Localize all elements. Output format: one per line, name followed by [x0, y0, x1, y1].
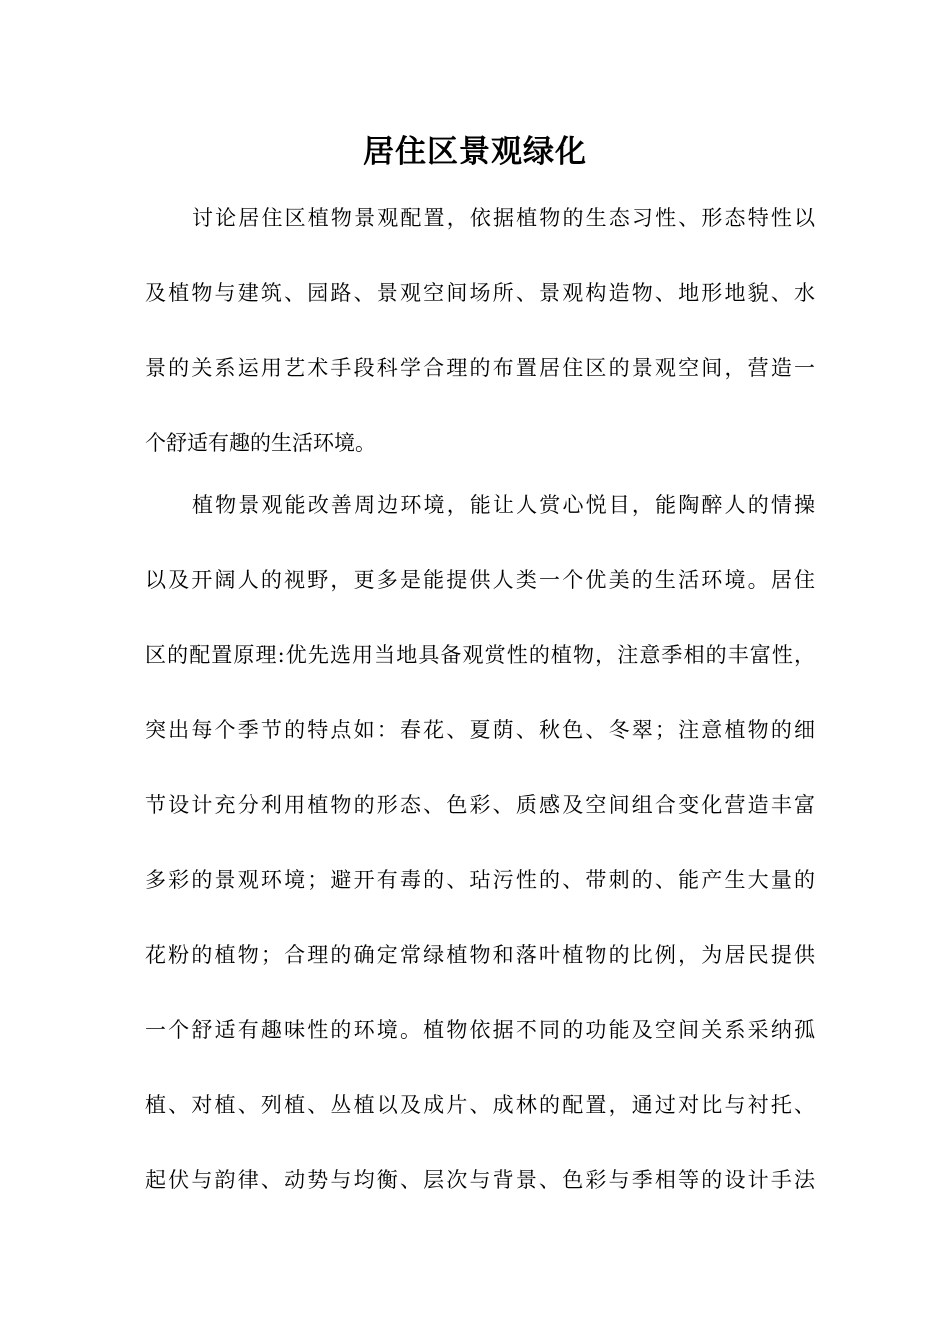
- paragraph-2-line-2: 以及开阔人的视野，更多是能提供人类一个优美的生活环境。居住: [145, 568, 815, 592]
- document-title: 居住区景观绿化: [363, 134, 587, 170]
- paragraph-2-line-9: 植、对植、列植、丛植以及成片、成林的配置，通过对比与衬托、: [145, 1093, 815, 1117]
- paragraph-1-line-2: 及植物与建筑、园路、景观空间场所、景观构造物、地形地貌、水: [145, 281, 815, 305]
- paragraph-1-line-3: 景的关系运用艺术手段科学合理的布置居住区的景观空间，营造一: [145, 356, 815, 380]
- paragraph-2-line-8: 一个舒适有趣味性的环境。植物依据不同的功能及空间关系采纳孤: [145, 1018, 815, 1042]
- paragraph-1-line-1: 讨论居住区植物景观配置，依据植物的生态习性、形态特性以: [192, 206, 815, 230]
- paragraph-2-line-5: 节设计充分利用植物的形态、色彩、质感及空间组合变化营造丰富: [145, 793, 815, 817]
- paragraph-2-line-10: 起伏与韵律、动势与均衡、层次与背景、色彩与季相等的设计手法: [145, 1168, 815, 1192]
- paragraph-1-line-4: 个舒适有趣的生活环境。: [145, 431, 376, 455]
- paragraph-2-line-3: 区的配置原理:优先选用当地具备观赏性的植物，注意季相的丰富性，: [145, 643, 815, 667]
- paragraph-2-line-6: 多彩的景观环境；避开有毒的、玷污性的、带刺的、能产生大量的: [145, 868, 815, 892]
- paragraph-2-line-1: 植物景观能改善周边环境，能让人赏心悦目，能陶醉人的情操: [192, 493, 815, 517]
- paragraph-2-line-4: 突出每个季节的特点如：春花、夏荫、秋色、冬翠；注意植物的细: [145, 718, 815, 742]
- paragraph-2-line-7: 花粉的植物；合理的确定常绿植物和落叶植物的比例，为居民提供: [145, 943, 815, 967]
